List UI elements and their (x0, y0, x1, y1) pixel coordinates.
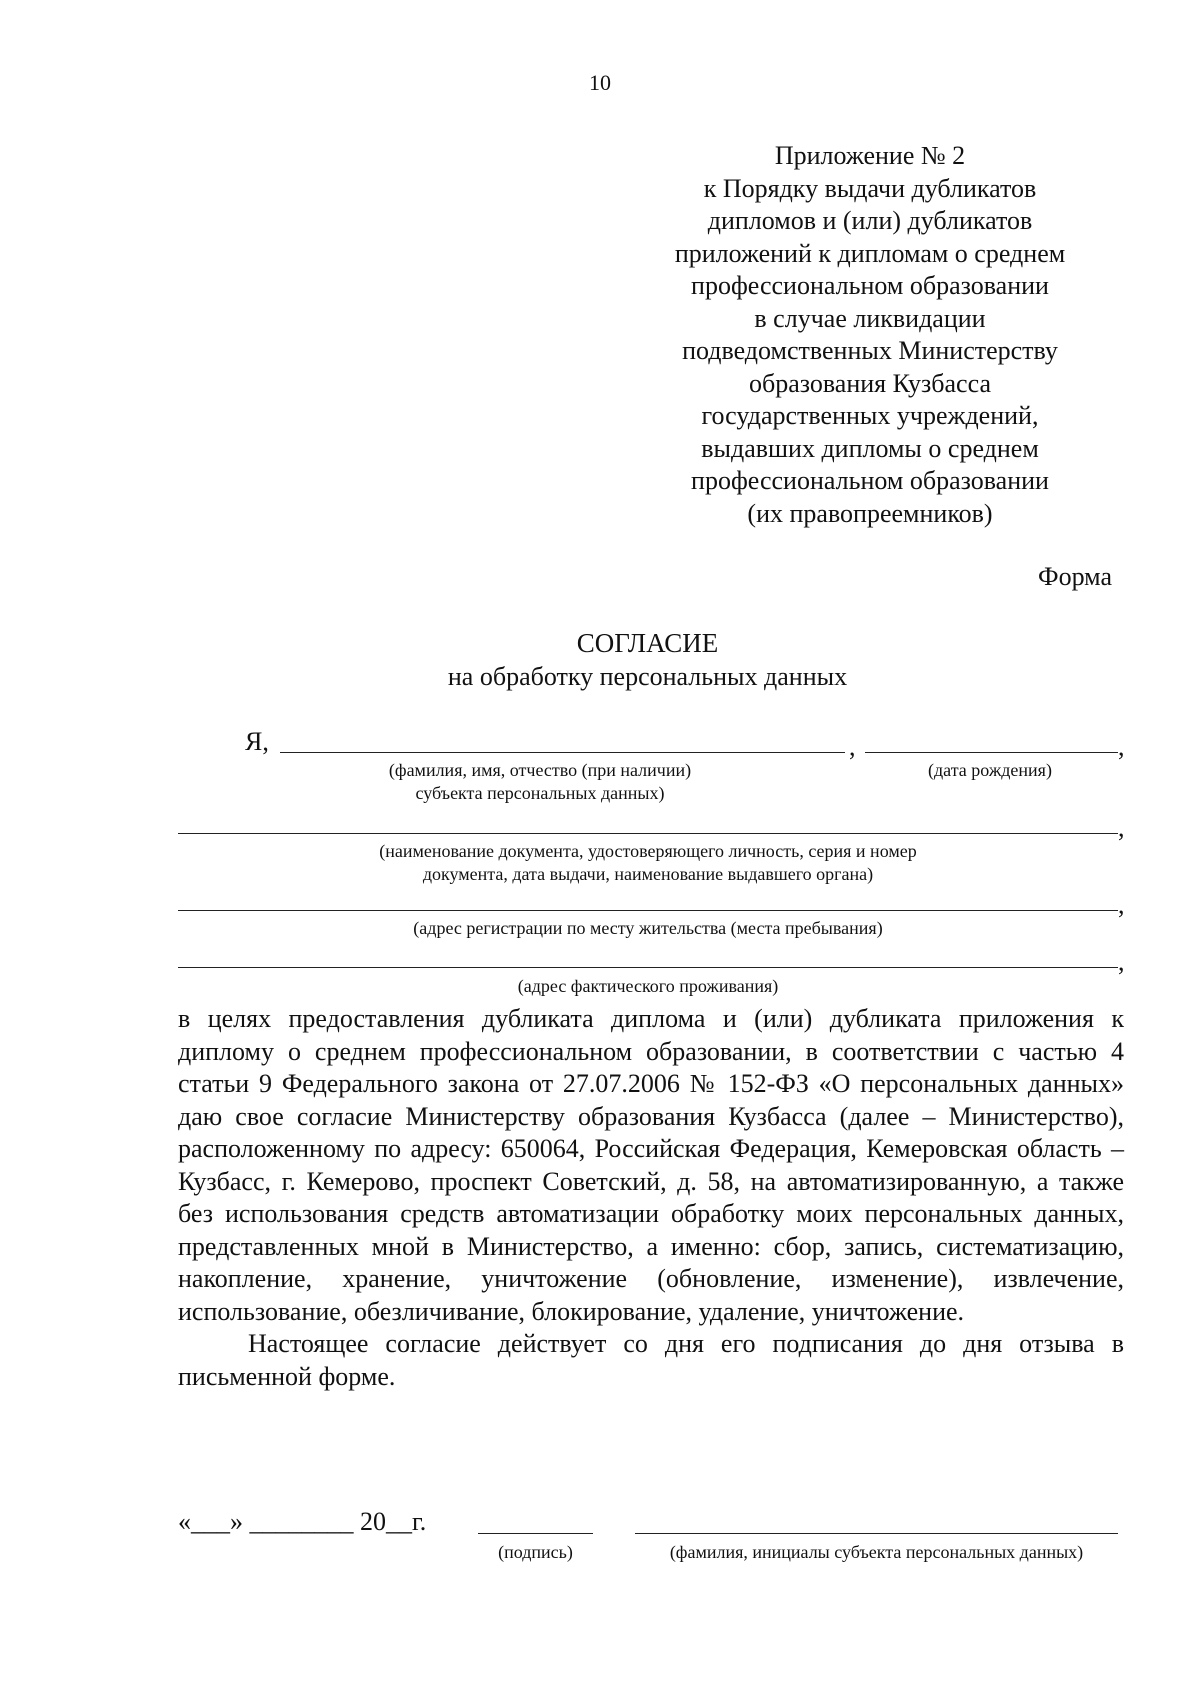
appendix-line: выдавших дипломы о среднем (701, 433, 1039, 463)
registration-address-field[interactable] (178, 910, 1118, 911)
comma: , (1118, 890, 1125, 919)
comma: , (1118, 947, 1125, 976)
i-label: Я, (245, 727, 269, 756)
page-number: 10 (589, 70, 611, 95)
identity-document-caption: (наименование документа, удостоверяющего личность, серия и номер документа, дата выдачи, наименование выдавшего органа) (379, 841, 917, 884)
appendix-line: образования Кузбасса (748, 368, 991, 398)
comma: , (1118, 732, 1125, 761)
signature-caption: (подпись) (498, 1542, 573, 1562)
comma: , (1118, 813, 1125, 842)
signature-field[interactable] (478, 1533, 593, 1534)
appendix-line: дипломов и (или) дубликатов (707, 206, 1033, 235)
signature-date[interactable]: «___» ________ 20__г. (178, 1507, 427, 1536)
actual-address-caption: (адрес фактического проживания) (517, 976, 779, 996)
birth-date-field[interactable] (865, 752, 1118, 753)
appendix-line: Приложение № 2 (774, 141, 966, 170)
appendix-header (620, 140, 1120, 530)
actual-address-field[interactable] (178, 967, 1118, 968)
appendix-line: профессиональном образовании (691, 466, 1049, 495)
comma: , (849, 732, 856, 761)
document-title: СОГЛАСИЕ (576, 628, 719, 658)
appendix-line: в случае ликвидации (754, 303, 986, 333)
appendix-line: профессиональном образовании (691, 271, 1049, 300)
fio-field[interactable] (280, 752, 845, 753)
form-label: Форма (1038, 562, 1112, 591)
registration-address-caption: (адрес регистрации по месту жительства (места пребывания) (413, 918, 883, 938)
appendix-line: государственных учреждений, (701, 401, 1039, 430)
birth-date-caption: (дата рождения) (928, 760, 1052, 780)
appendix-line: приложений к дипломам о среднем (674, 238, 1066, 268)
consent-paragraph: в целях предоставления дубликата диплома и (или) дубликата приложения к диплому о среднем профессиональном образовании, в соответствии с частью 4 статьи 9 Федерального закона от 27.07.2006 № 152-ФЗ «О персональных данных» даю свое согласие Министерству образования Кузбасса (далее – Министерство), расположенному по адресу: 650064, Российская Федерация, Кемеровская область – Кузбасс, г. Кемерово, проспект Советский, д. 58, на автоматизированную, а также без использования средств автоматизации обработку моих персональных данных, представленных мной в Министерство, а именно: сбор, запись, систематизацию, накопление, хранение, уничтожение (обновление, изменение), извлечение, использование, обезличивание, блокирование, удаление, уничтожение. (178, 1004, 1124, 1326)
consent-body (178, 1003, 1124, 1393)
identity-document-field[interactable] (178, 833, 1118, 834)
fio-caption: (фамилия, имя, отчество (при наличии) субъекта персональных данных) (388, 760, 692, 803)
consent-validity-paragraph: Настоящее согласие действует со дня его подписания до дня отзыва в письменной форме. (178, 1329, 1124, 1391)
subject-name-field[interactable] (635, 1533, 1118, 1534)
appendix-line: (их правопреемников) (747, 498, 993, 528)
subject-name-caption: (фамилия, инициалы субъекта персональных данных) (669, 1542, 1084, 1562)
appendix-line: к Порядку выдачи дубликатов (703, 173, 1037, 203)
appendix-line: подведомственных Министерству (682, 336, 1058, 365)
document-subtitle: на обработку персональных данных (447, 662, 848, 691)
